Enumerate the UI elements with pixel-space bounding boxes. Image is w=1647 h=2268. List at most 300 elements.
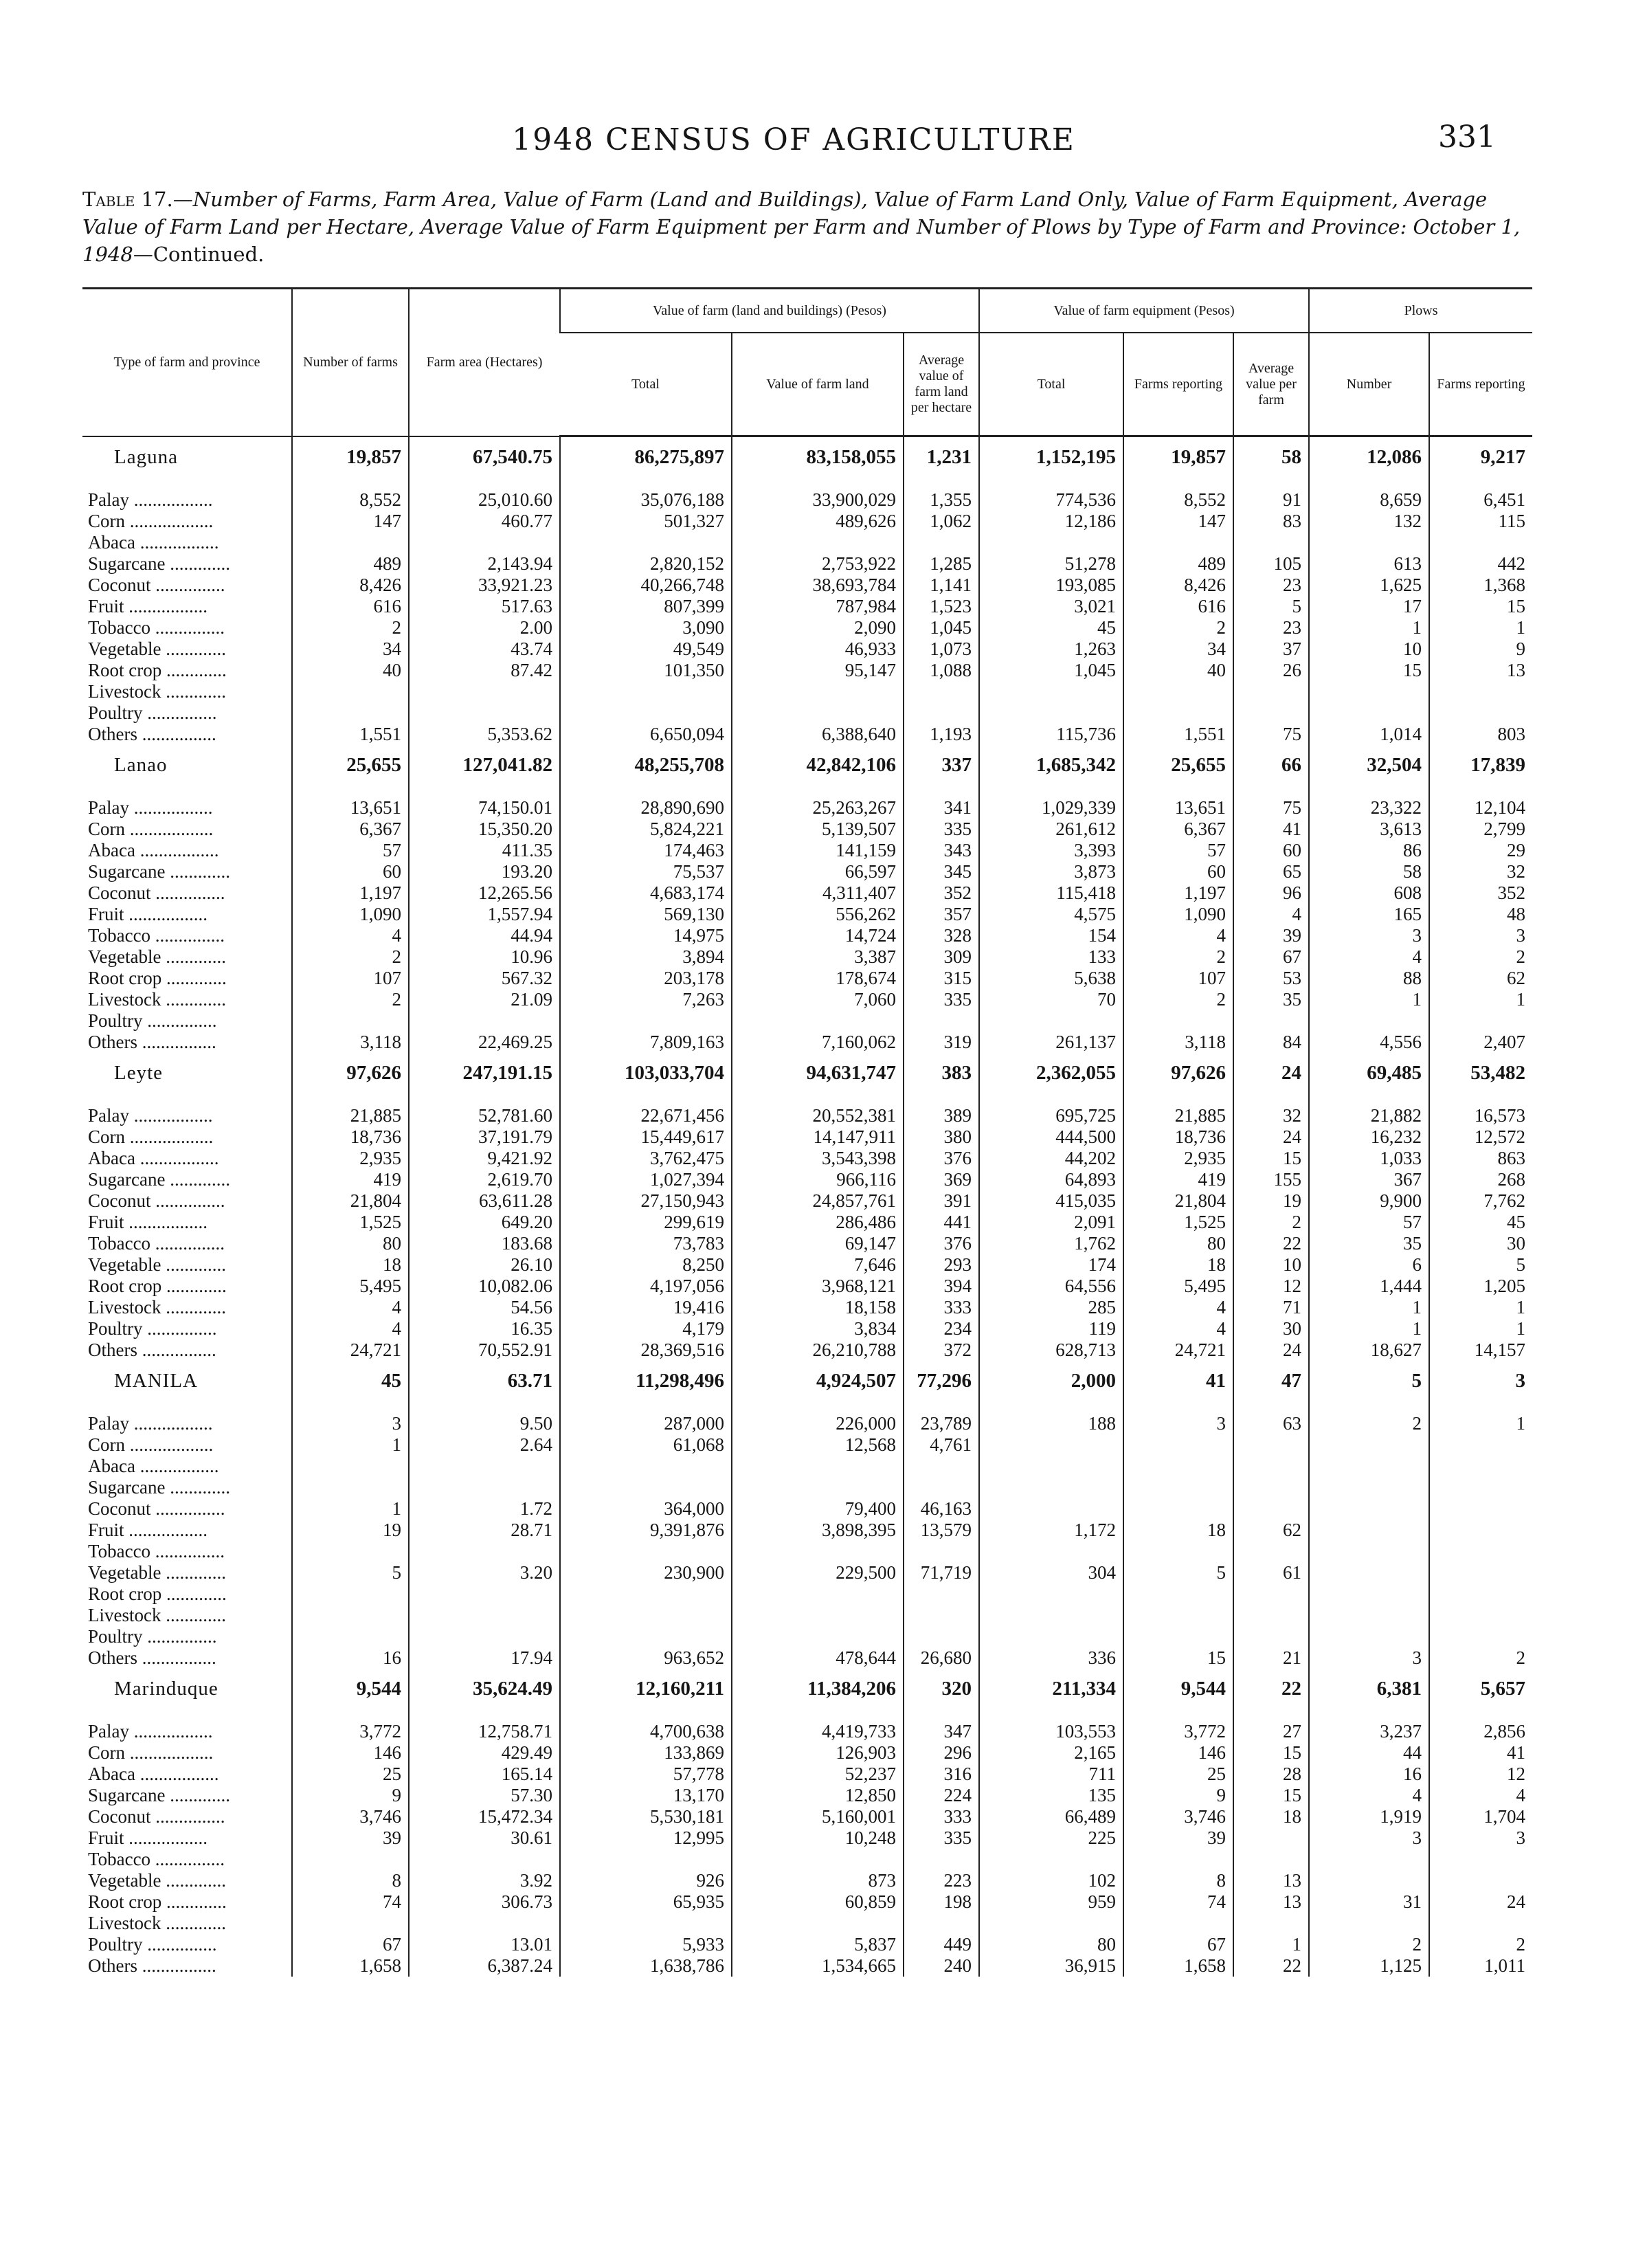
table-cell <box>1233 1477 1309 1498</box>
table-cell: 60,859 <box>732 1891 904 1913</box>
farm-type-label: Abaca ................. <box>88 1148 219 1168</box>
table-cell: 2,753,922 <box>732 553 904 575</box>
table-cell: 12,758.71 <box>409 1721 560 1742</box>
table-cell: 9 <box>1123 1785 1233 1806</box>
table-cell: 80 <box>292 1233 409 1254</box>
table-cell <box>904 1456 979 1477</box>
table-row <box>82 1148 1532 1169</box>
farm-type-label: Coconut ............... <box>88 1190 225 1211</box>
table-cell: 489,626 <box>732 511 904 532</box>
table-row <box>82 1318 1532 1339</box>
table-cell: 10,082.06 <box>409 1276 560 1297</box>
table-cell <box>1309 1498 1429 1520</box>
table-cell: 44.94 <box>409 925 560 946</box>
table-cell: 5,530,181 <box>560 1806 732 1827</box>
table-cell: 2 <box>1429 1934 1532 1955</box>
table-cell: 48 <box>1429 904 1532 925</box>
farm-type-label: Livestock ............. <box>88 1605 226 1625</box>
table-cell <box>904 1541 979 1562</box>
table-cell <box>409 1541 560 1562</box>
table-cell: 1,197 <box>292 882 409 904</box>
table-cell: 26 <box>1233 660 1309 681</box>
table-cell: 133 <box>979 946 1123 968</box>
table-cell: 2,091 <box>979 1212 1123 1233</box>
table-cell: 391 <box>904 1190 979 1212</box>
farm-type-label: Abaca ................. <box>88 532 219 553</box>
province-total-row <box>82 745 1532 785</box>
table-cell <box>1309 532 1429 553</box>
table-cell: 341 <box>904 797 979 819</box>
table-cell: 14,724 <box>732 925 904 946</box>
table-cell: 193.20 <box>409 861 560 882</box>
spacer-cell <box>292 1093 409 1105</box>
spacer-cell <box>409 1401 560 1413</box>
table-cell: 88 <box>1309 968 1429 989</box>
table-cell: 15 <box>1429 596 1532 617</box>
table-cell: 449 <box>904 1934 979 1955</box>
province-total-cell: 5,657 <box>1429 1669 1532 1709</box>
table-cell <box>1309 1870 1429 1891</box>
table-cell: 174 <box>979 1254 1123 1276</box>
table-row <box>82 702 1532 724</box>
table-cell: 13,170 <box>560 1785 732 1806</box>
table-cell: 183.68 <box>409 1233 560 1254</box>
table-cell: 40 <box>292 660 409 681</box>
table-cell: 5,139,507 <box>732 819 904 840</box>
table-row <box>82 1456 1532 1477</box>
farm-type-label: Vegetable ............. <box>88 946 226 967</box>
table-cell <box>1123 1541 1233 1562</box>
spacer-cell <box>1429 477 1532 489</box>
table-cell: 1 <box>1429 1318 1532 1339</box>
farm-type-label: Palay ................. <box>88 797 213 818</box>
table-cell <box>292 532 409 553</box>
table-cell: 2 <box>1123 989 1233 1010</box>
table-cell: 155 <box>1233 1169 1309 1190</box>
table-cell: 4,700,638 <box>560 1721 732 1742</box>
table-row <box>82 1742 1532 1764</box>
table-body <box>82 436 1532 1977</box>
table-row <box>82 1169 1532 1190</box>
farm-type-label: Corn .................. <box>88 819 214 839</box>
table-row <box>82 968 1532 989</box>
table-cell: 3,772 <box>292 1721 409 1742</box>
table-caption-text: —Number of Farms, Farm Area, Value of Farm (Land and Buildings), Value of Farm Land Only, Value of Farm Equipment, Average Value of Farm Land per Hectare, Average Value of Farm Equipment per Farm and Number of Plows by Type of Farm and Province: October 1, 1948 <box>82 188 1521 266</box>
table-cell: 1,014 <box>1309 724 1429 745</box>
table-cell: 316 <box>904 1764 979 1785</box>
table-cell: 1,368 <box>1429 575 1532 596</box>
table-cell: 1,557.94 <box>409 904 560 925</box>
table-cell: 1,523 <box>904 596 979 617</box>
table-row <box>82 1913 1532 1934</box>
table-cell <box>1233 1626 1309 1647</box>
spacer-cell <box>1233 785 1309 797</box>
table-cell: 649.20 <box>409 1212 560 1233</box>
table-cell: 13 <box>1233 1870 1309 1891</box>
table-cell: 165.14 <box>409 1764 560 1785</box>
table-cell: 1,625 <box>1309 575 1429 596</box>
province-total-cell: 3 <box>1429 1361 1532 1401</box>
table-cell: 9.50 <box>409 1413 560 1434</box>
table-cell: 10 <box>1233 1254 1309 1276</box>
table-cell: 18,627 <box>1309 1339 1429 1361</box>
province-name: Leyte <box>114 1062 164 1084</box>
table-cell: 2.00 <box>409 617 560 638</box>
table-cell: 115,736 <box>979 724 1123 745</box>
table-cell: 2 <box>1429 1647 1532 1669</box>
table-cell: 107 <box>1123 968 1233 989</box>
table-cell: 67 <box>1123 1934 1233 1955</box>
table-cell: 57 <box>1309 1212 1429 1233</box>
table-cell: 115 <box>1429 511 1532 532</box>
spacer-cell <box>409 1093 560 1105</box>
table-cell: 53 <box>1233 968 1309 989</box>
table-cell: 4,197,056 <box>560 1276 732 1297</box>
table-row <box>82 861 1532 882</box>
col-header-plows-farms-reporting: Farms reporting <box>1429 333 1532 436</box>
table-cell: 1,045 <box>904 617 979 638</box>
table-cell <box>1123 681 1233 702</box>
table-cell <box>1233 1010 1309 1032</box>
table-cell: 3.20 <box>409 1562 560 1583</box>
table-cell: 1,197 <box>1123 882 1233 904</box>
table-cell: 27,150,943 <box>560 1190 732 1212</box>
table-cell <box>1123 1583 1233 1605</box>
table-cell: 3,746 <box>292 1806 409 1827</box>
table-cell: 18,736 <box>1123 1126 1233 1148</box>
table-row <box>82 1010 1532 1032</box>
table-cell <box>979 681 1123 702</box>
table-cell: 1,525 <box>292 1212 409 1233</box>
table-cell <box>979 1605 1123 1626</box>
table-cell: 165 <box>1309 904 1429 925</box>
table-cell: 389 <box>904 1105 979 1126</box>
province-total-cell: 24 <box>1233 1053 1309 1093</box>
table-cell: 8 <box>1123 1870 1233 1891</box>
table-cell: 5,495 <box>292 1276 409 1297</box>
table-cell <box>1429 1456 1532 1477</box>
table-cell <box>1429 681 1532 702</box>
table-cell: 369 <box>904 1169 979 1190</box>
table-cell <box>979 1456 1123 1477</box>
table-cell: 223 <box>904 1870 979 1891</box>
table-cell: 2 <box>1309 1413 1429 1434</box>
table-cell: 3,387 <box>732 946 904 968</box>
spacer-cell <box>1123 1401 1233 1413</box>
table-cell: 32 <box>1429 861 1532 882</box>
table-cell: 2 <box>1429 946 1532 968</box>
table-cell: 132 <box>1309 511 1429 532</box>
table-cell <box>1309 1849 1429 1870</box>
table-cell: 103,553 <box>979 1721 1123 1742</box>
farm-type-label: Corn .................. <box>88 1126 214 1147</box>
province-total-cell: 77,296 <box>904 1361 979 1401</box>
table-cell <box>409 1913 560 1934</box>
table-cell: 87.42 <box>409 660 560 681</box>
spacer-cell <box>292 477 409 489</box>
farm-type-label: Livestock ............. <box>88 681 226 702</box>
table-cell: 23,322 <box>1309 797 1429 819</box>
table-cell: 57,778 <box>560 1764 732 1785</box>
table-cell <box>979 1849 1123 1870</box>
farm-type-label: Sugarcane ............. <box>88 1785 230 1805</box>
table-cell: 616 <box>1123 596 1233 617</box>
table-cell: 230,900 <box>560 1562 732 1583</box>
table-cell: 91 <box>1233 489 1309 511</box>
table-cell: 21,804 <box>292 1190 409 1212</box>
table-cell: 13,651 <box>1123 797 1233 819</box>
table-cell: 28,369,516 <box>560 1339 732 1361</box>
table-cell <box>292 1605 409 1626</box>
table-cell: 4 <box>1309 946 1429 968</box>
table-row <box>82 724 1532 745</box>
table-cell: 376 <box>904 1233 979 1254</box>
table-cell <box>979 1913 1123 1934</box>
farm-type-label: Root crop ............. <box>88 1583 227 1604</box>
table-cell: 1 <box>292 1498 409 1520</box>
table-cell: 31 <box>1309 1891 1429 1913</box>
spacer-cell <box>560 785 732 797</box>
farm-type-label: Fruit ................. <box>88 904 208 924</box>
table-cell <box>904 1849 979 1870</box>
table-cell <box>1429 1583 1532 1605</box>
table-cell: 4 <box>292 1297 409 1318</box>
table-row <box>82 1955 1532 1977</box>
province-total-cell: 12,086 <box>1309 436 1429 478</box>
table-cell: 444,500 <box>979 1126 1123 1148</box>
province-total-cell: 127,041.82 <box>409 745 560 785</box>
table-cell: 12,572 <box>1429 1126 1532 1148</box>
table-cell: 105 <box>1233 553 1309 575</box>
table-cell: 4 <box>292 1318 409 1339</box>
table-cell: 7,160,062 <box>732 1032 904 1053</box>
table-cell: 28,890,690 <box>560 797 732 819</box>
table-cell: 74,150.01 <box>409 797 560 819</box>
table-cell: 1,263 <box>979 638 1123 660</box>
table-cell <box>1309 1434 1429 1456</box>
table-row <box>82 1413 1532 1434</box>
table-cell: 3 <box>1309 1827 1429 1849</box>
table-cell: 5 <box>292 1562 409 1583</box>
table-cell <box>292 1583 409 1605</box>
table-cell: 35 <box>1309 1233 1429 1254</box>
province-total-cell: 1,152,195 <box>979 436 1123 478</box>
table-cell <box>1309 1456 1429 1477</box>
table-cell: 1 <box>1309 1297 1429 1318</box>
spacer-cell <box>292 1401 409 1413</box>
table-cell <box>904 702 979 724</box>
table-cell: 4 <box>1123 925 1233 946</box>
farm-type-label: Vegetable ............. <box>88 638 226 659</box>
table-cell: 15,449,617 <box>560 1126 732 1148</box>
spacer-cell <box>409 1709 560 1721</box>
table-cell <box>1429 532 1532 553</box>
spacer-cell <box>732 785 904 797</box>
table-row <box>82 1764 1532 1785</box>
farm-type-label: Corn .................. <box>88 511 214 531</box>
table-cell: 5,160,001 <box>732 1806 904 1827</box>
table-cell <box>1309 702 1429 724</box>
table-cell: 429.49 <box>409 1742 560 1764</box>
table-row <box>82 1626 1532 1647</box>
table-cell: 2,407 <box>1429 1032 1532 1053</box>
table-cell <box>1123 1626 1233 1647</box>
spacer-cell <box>560 1093 732 1105</box>
table-cell: 226,000 <box>732 1413 904 1434</box>
table-cell: 43.74 <box>409 638 560 660</box>
table-cell: 963,652 <box>560 1647 732 1669</box>
province-total-cell: 12,160,211 <box>560 1669 732 1709</box>
table-row <box>82 1849 1532 1870</box>
table-cell: 188 <box>979 1413 1123 1434</box>
table-cell <box>732 1583 904 1605</box>
table-row <box>82 1520 1532 1541</box>
table-cell <box>1123 532 1233 553</box>
province-total-cell: 22 <box>1233 1669 1309 1709</box>
row-spacer <box>82 1709 1532 1721</box>
table-cell: 18 <box>1123 1520 1233 1541</box>
farm-type-label: Livestock ............. <box>88 1297 226 1318</box>
table-cell: 711 <box>979 1764 1123 1785</box>
table-cell: 60 <box>292 861 409 882</box>
table-row <box>82 1647 1532 1669</box>
table-cell: 13,651 <box>292 797 409 819</box>
col-header-equipment-total: Total <box>979 333 1123 436</box>
table-cell: 25 <box>1123 1764 1233 1785</box>
table-cell: 25,263,267 <box>732 797 904 819</box>
table-cell: 25,010.60 <box>409 489 560 511</box>
table-cell: 352 <box>904 882 979 904</box>
farm-type-label: Poultry ............... <box>88 1318 217 1339</box>
col-header-average-land-value: Average value of farm land per hectare <box>904 333 979 436</box>
province-total-cell: 337 <box>904 745 979 785</box>
table-cell: 24 <box>1233 1339 1309 1361</box>
table-cell: 1,551 <box>1123 724 1233 745</box>
table-cell: 442 <box>1429 553 1532 575</box>
table-cell: 38,693,784 <box>732 575 904 596</box>
table-cell: 336 <box>979 1647 1123 1669</box>
page-number: 331 <box>1438 120 1496 155</box>
table-cell <box>1309 1541 1429 1562</box>
table-cell: 21 <box>1233 1647 1309 1669</box>
farm-type-label: Coconut ............... <box>88 1498 225 1519</box>
table-cell: 1,205 <box>1429 1276 1532 1297</box>
table-cell: 628,713 <box>979 1339 1123 1361</box>
table-cell <box>292 1849 409 1870</box>
table-cell: 863 <box>1429 1148 1532 1169</box>
table-cell <box>732 1541 904 1562</box>
province-total-row <box>82 1361 1532 1401</box>
province-total-cell: 211,334 <box>979 1669 1123 1709</box>
table-cell <box>409 1583 560 1605</box>
table-cell: 1,638,786 <box>560 1955 732 1977</box>
table-row <box>82 596 1532 617</box>
table-cell: 3 <box>1309 1647 1429 1669</box>
table-cell: 51,278 <box>979 553 1123 575</box>
table-cell <box>409 1605 560 1626</box>
table-cell: 61,068 <box>560 1434 732 1456</box>
table-cell: 1,444 <box>1309 1276 1429 1297</box>
table-cell: 154 <box>979 925 1123 946</box>
table-cell: 26,680 <box>904 1647 979 1669</box>
table-cell: 5,837 <box>732 1934 904 1955</box>
table-cell: 8,426 <box>292 575 409 596</box>
table-cell: 309 <box>904 946 979 968</box>
table-cell: 1,658 <box>1123 1955 1233 1977</box>
table-cell <box>732 681 904 702</box>
table-cell: 41 <box>1233 819 1309 840</box>
table-row <box>82 1827 1532 1849</box>
table-cell: 2,935 <box>1123 1148 1233 1169</box>
table-cell: 34 <box>1123 638 1233 660</box>
spacer-cell <box>1309 785 1429 797</box>
table-cell <box>1429 1870 1532 1891</box>
table-cell: 21,804 <box>1123 1190 1233 1212</box>
table-cell: 335 <box>904 1827 979 1849</box>
table-cell: 52,781.60 <box>409 1105 560 1126</box>
table-cell: 616 <box>292 596 409 617</box>
farm-type-label: Coconut ............... <box>88 575 225 595</box>
table-row <box>82 681 1532 702</box>
table-cell: 2,935 <box>292 1148 409 1169</box>
table-cell <box>560 1626 732 1647</box>
table-caption <box>82 186 1532 268</box>
table-cell: 35,076,188 <box>560 489 732 511</box>
table-cell <box>732 702 904 724</box>
table-cell: 441 <box>904 1212 979 1233</box>
table-cell: 3 <box>1429 1827 1532 1849</box>
table-cell <box>979 1498 1123 1520</box>
page-title: 1948 CENSUS OF AGRICULTURE <box>512 122 1075 157</box>
table-cell: 1,704 <box>1429 1806 1532 1827</box>
table-cell: 24 <box>1429 1891 1532 1913</box>
spacer-cell <box>979 785 1123 797</box>
col-header-plows-number: Number <box>1309 333 1429 436</box>
table-cell: 8,426 <box>1123 575 1233 596</box>
table-cell <box>1309 1520 1429 1541</box>
table-cell: 261,612 <box>979 819 1123 840</box>
table-cell: 44,202 <box>979 1148 1123 1169</box>
table-cell: 376 <box>904 1148 979 1169</box>
farm-type-label: Others ................ <box>88 1955 216 1976</box>
col-group-plows: Plows <box>1309 289 1532 333</box>
table-cell <box>1233 1456 1309 1477</box>
farm-type-label: Tobacco ............... <box>88 925 225 946</box>
table-row <box>82 882 1532 904</box>
table-cell <box>1429 1913 1532 1934</box>
table-cell: 80 <box>979 1934 1123 1955</box>
table-cell: 3,898,395 <box>732 1520 904 1541</box>
table-cell: 70 <box>979 989 1123 1010</box>
province-total-cell: 53,482 <box>1429 1053 1532 1093</box>
table-cell: 57 <box>292 840 409 861</box>
table-cell: 62 <box>1233 1520 1309 1541</box>
farm-type-label: Tobacco ............... <box>88 1849 225 1869</box>
table-row <box>82 617 1532 638</box>
table-cell: 2 <box>292 946 409 968</box>
table-cell: 15 <box>1309 660 1429 681</box>
table-cell <box>1233 1605 1309 1626</box>
farm-type-label: Palay ................. <box>88 489 213 510</box>
spacer-cell <box>904 1401 979 1413</box>
table-cell: 18,736 <box>292 1126 409 1148</box>
table-cell <box>409 1456 560 1477</box>
table-cell: 13,579 <box>904 1520 979 1541</box>
table-cell <box>1123 702 1233 724</box>
table-cell: 333 <box>904 1297 979 1318</box>
table-cell: 45 <box>979 617 1123 638</box>
table-cell: 8,250 <box>560 1254 732 1276</box>
